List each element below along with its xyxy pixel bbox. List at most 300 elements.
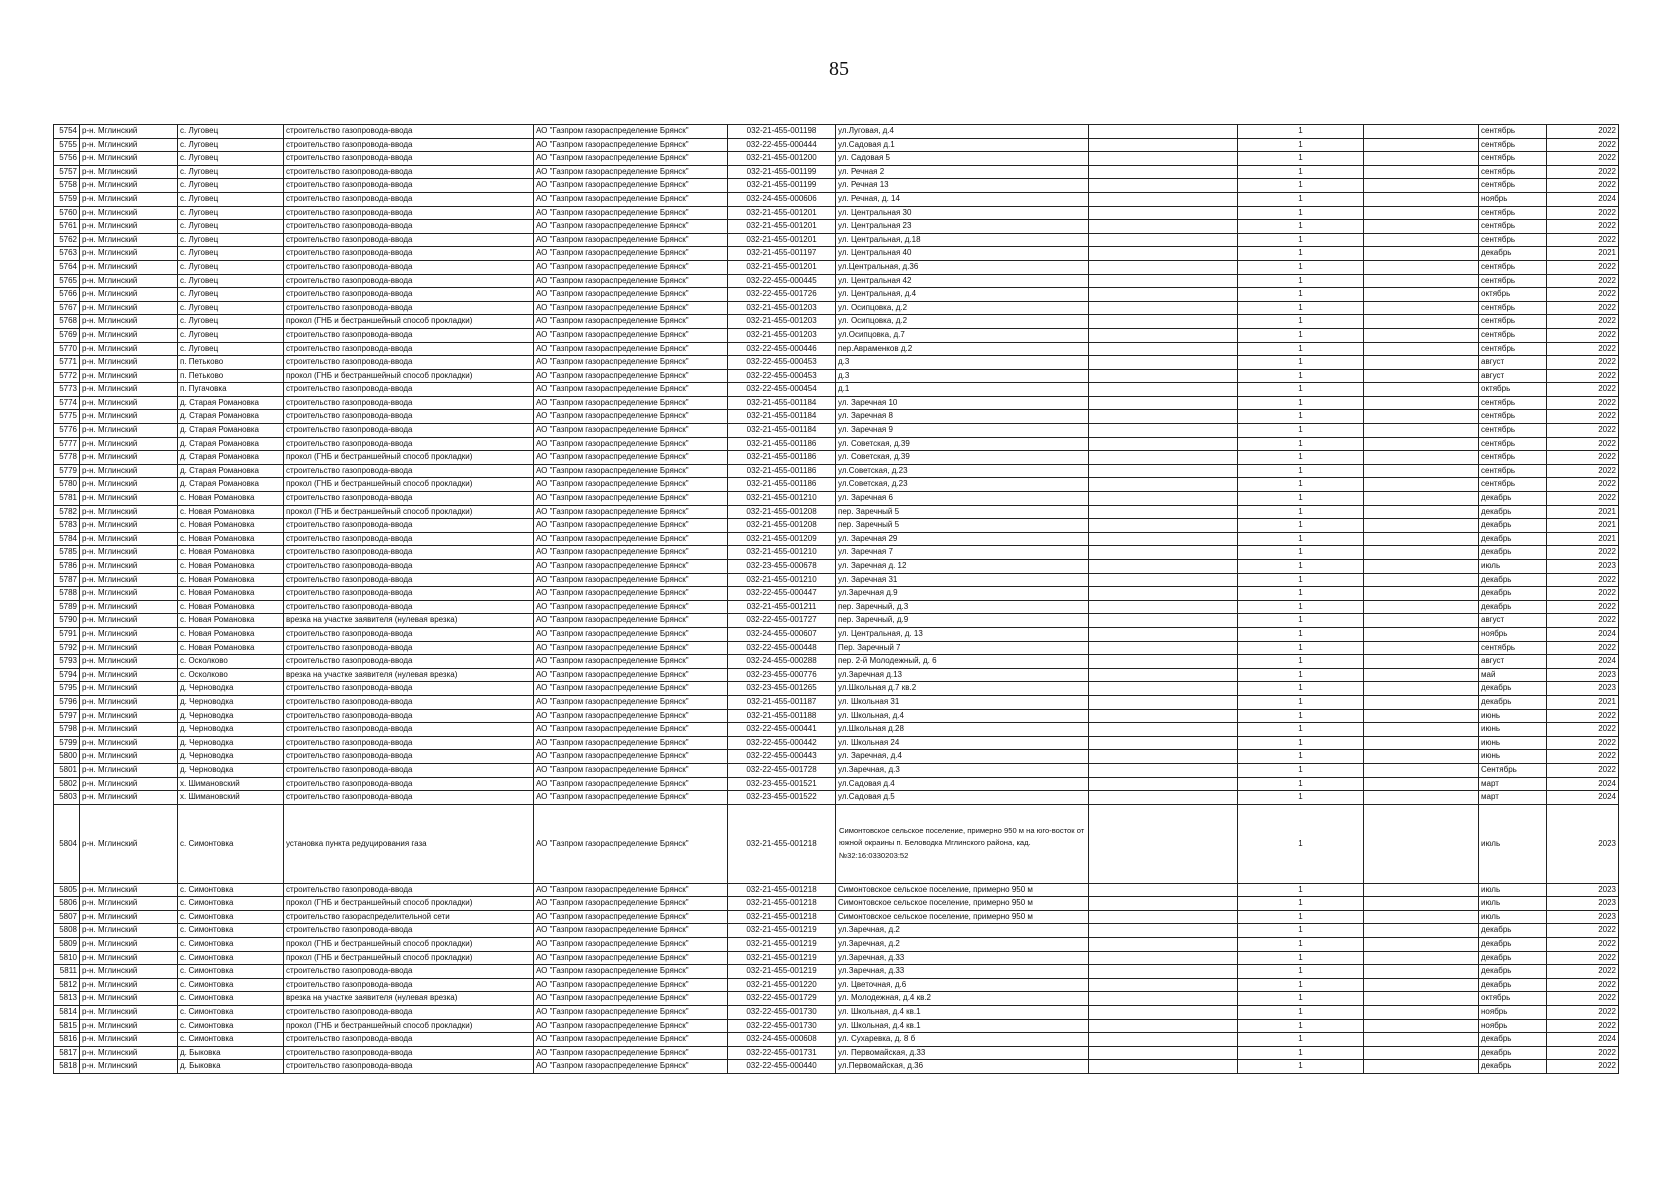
month-cell: декабрь [1479,587,1547,601]
empty-cell [1089,546,1238,560]
empty-cell [1364,301,1479,315]
district-cell: р-н. Мглинский [80,220,178,234]
code-cell: 032-21-455-001219 [728,965,836,979]
address-cell: ул.Луговая, д.4 [836,125,1089,139]
district-cell: р-н. Мглинский [80,492,178,506]
settlement-cell: с. Осколково [178,655,284,669]
settlement-cell: с. Новая Романовка [178,641,284,655]
month-cell: декабрь [1479,505,1547,519]
empty-cell [1089,342,1238,356]
address-cell: пер.Авраменков д.2 [836,342,1089,356]
settlement-cell: с. Луговец [178,301,284,315]
empty-cell [1089,573,1238,587]
district-cell: р-н. Мглинский [80,247,178,261]
empty-cell [1089,492,1238,506]
month-cell: июль [1479,804,1547,883]
empty-cell [1089,1060,1238,1074]
row-number-cell: 5791 [54,627,80,641]
row-number-cell: 5759 [54,192,80,206]
district-cell: р-н. Мглинский [80,437,178,451]
organization-cell: АО "Газпром газораспределение Брянск" [534,179,728,193]
code-cell: 032-23-455-001522 [728,791,836,805]
settlement-cell: д. Старая Романовка [178,437,284,451]
row-number-cell: 5764 [54,260,80,274]
row-number-cell: 5776 [54,424,80,438]
quantity-cell: 1 [1238,179,1364,193]
quantity-cell: 1 [1238,560,1364,574]
district-cell: р-н. Мглинский [80,165,178,179]
address-cell: ул. Заречная 10 [836,396,1089,410]
table-row [54,1033,1619,1047]
work-type-cell: строительство газопровода-ввода [284,709,534,723]
row-number-cell: 5806 [54,897,80,911]
table-row [54,342,1619,356]
code-cell: 032-21-455-001210 [728,573,836,587]
settlement-cell: с. Новая Романовка [178,600,284,614]
table-row [54,532,1619,546]
address-cell: ул. Советская, д.39 [836,437,1089,451]
row-number-cell: 5779 [54,464,80,478]
empty-cell [1089,723,1238,737]
code-cell: 032-21-455-001186 [728,451,836,465]
address-cell: ул.Садовая д.4 [836,777,1089,791]
settlement-cell: с. Луговец [178,152,284,166]
quantity-cell: 1 [1238,138,1364,152]
table-row [54,328,1619,342]
code-cell: 032-21-455-001184 [728,396,836,410]
month-cell: август [1479,356,1547,370]
month-cell: август [1479,369,1547,383]
address-cell: д.3 [836,369,1089,383]
month-cell: сентябрь [1479,233,1547,247]
organization-cell: АО "Газпром газораспределение Брянск" [534,125,728,139]
month-cell: декабрь [1479,519,1547,533]
month-cell: декабрь [1479,1046,1547,1060]
quantity-cell: 1 [1238,600,1364,614]
code-cell: 032-24-455-000608 [728,1033,836,1047]
empty-cell [1364,437,1479,451]
district-cell: р-н. Мглинский [80,1046,178,1060]
work-type-cell: строительство газопровода-ввода [284,274,534,288]
empty-cell [1364,125,1479,139]
table-row [54,910,1619,924]
code-cell: 032-22-455-000447 [728,587,836,601]
address-cell: ул. Речная 2 [836,165,1089,179]
settlement-cell: д. Черноводка [178,736,284,750]
table-row [54,600,1619,614]
empty-cell [1089,424,1238,438]
month-cell: декабрь [1479,546,1547,560]
quantity-cell: 1 [1238,763,1364,777]
empty-cell [1364,451,1479,465]
month-cell: декабрь [1479,682,1547,696]
month-cell: сентябрь [1479,424,1547,438]
work-type-cell: строительство газопровода-ввода [284,288,534,302]
work-type-cell: строительство газопровода-ввода [284,492,534,506]
empty-cell [1364,179,1479,193]
quantity-cell: 1 [1238,274,1364,288]
settlement-cell: д. Старая Романовка [178,464,284,478]
address-cell: ул.Центральная, д.36 [836,260,1089,274]
quantity-cell: 1 [1238,206,1364,220]
address-cell: пер. 2-й Молодежный, д. 6 [836,655,1089,669]
year-cell: 2022 [1547,978,1619,992]
row-number-cell: 5809 [54,938,80,952]
organization-cell: АО "Газпром газораспределение Брянск" [534,396,728,410]
settlement-cell: д. Черноводка [178,709,284,723]
code-cell: 032-22-455-000443 [728,750,836,764]
table-row [54,220,1619,234]
work-type-cell: строительство газопровода-ввода [284,1060,534,1074]
table-row [54,1006,1619,1020]
code-cell: 032-22-455-000448 [728,641,836,655]
year-cell: 2024 [1547,1033,1619,1047]
quantity-cell: 1 [1238,233,1364,247]
settlement-cell: с. Луговец [178,206,284,220]
empty-cell [1089,750,1238,764]
month-cell: сентябрь [1479,138,1547,152]
work-type-cell: прокол (ГНБ и бестраншейный способ прокладки) [284,369,534,383]
row-number-cell: 5784 [54,532,80,546]
table-row [54,424,1619,438]
empty-cell [1089,356,1238,370]
settlement-cell: с. Симонтовка [178,1019,284,1033]
work-type-cell: строительство газораспределительной сети [284,910,534,924]
district-cell: р-н. Мглинский [80,668,178,682]
quantity-cell: 1 [1238,260,1364,274]
address-cell: ул. Школьная, д.4 кв.1 [836,1006,1089,1020]
district-cell: р-н. Мглинский [80,723,178,737]
year-cell: 2023 [1547,804,1619,883]
settlement-cell: п. Петьково [178,356,284,370]
empty-cell [1089,1033,1238,1047]
settlement-cell: с. Новая Романовка [178,560,284,574]
table-row [54,587,1619,601]
table-row [54,383,1619,397]
month-cell: ноябрь [1479,1006,1547,1020]
empty-cell [1364,750,1479,764]
empty-cell [1089,668,1238,682]
empty-cell [1089,410,1238,424]
month-cell: сентябрь [1479,396,1547,410]
settlement-cell: п. Петьково [178,369,284,383]
organization-cell: АО "Газпром газораспределение Брянск" [534,695,728,709]
month-cell: декабрь [1479,1033,1547,1047]
settlement-cell: с. Луговец [178,220,284,234]
year-cell: 2022 [1547,260,1619,274]
district-cell: р-н. Мглинский [80,152,178,166]
table-row [54,897,1619,911]
work-type-cell: строительство газопровода-ввода [284,1006,534,1020]
code-cell: 032-21-455-001220 [728,978,836,992]
table-row [54,736,1619,750]
code-cell: 032-21-455-001198 [728,125,836,139]
empty-cell [1364,464,1479,478]
year-cell: 2021 [1547,532,1619,546]
row-number-cell: 5803 [54,791,80,805]
organization-cell: АО "Газпром газораспределение Брянск" [534,777,728,791]
year-cell: 2022 [1547,587,1619,601]
empty-cell [1089,519,1238,533]
organization-cell: АО "Газпром газораспределение Брянск" [534,288,728,302]
month-cell: сентябрь [1479,478,1547,492]
empty-cell [1089,777,1238,791]
organization-cell: АО "Газпром газораспределение Брянск" [534,723,728,737]
table-row [54,709,1619,723]
row-number-cell: 5795 [54,682,80,696]
address-cell: ул. Садовая 5 [836,152,1089,166]
organization-cell: АО "Газпром газораспределение Брянск" [534,978,728,992]
month-cell: июль [1479,883,1547,897]
work-type-cell: врезка на участке заявителя (нулевая врезка) [284,614,534,628]
empty-cell [1089,464,1238,478]
table-row [54,451,1619,465]
organization-cell: АО "Газпром газораспределение Брянск" [534,260,728,274]
address-cell: ул.Советская, д.23 [836,478,1089,492]
address-cell: ул.Заречная, д.33 [836,965,1089,979]
year-cell: 2022 [1547,206,1619,220]
table-row [54,546,1619,560]
organization-cell: АО "Газпром газораспределение Брянск" [534,437,728,451]
empty-cell [1089,1019,1238,1033]
work-type-cell: строительство газопровода-ввода [284,695,534,709]
month-cell: июль [1479,897,1547,911]
empty-cell [1364,560,1479,574]
work-type-cell: строительство газопровода-ввода [284,560,534,574]
settlement-cell: с. Симонтовка [178,978,284,992]
table-row [54,883,1619,897]
code-cell: 032-21-455-001218 [728,910,836,924]
district-cell: р-н. Мглинский [80,804,178,883]
table-body [54,125,1619,1074]
table-row [54,192,1619,206]
address-cell: ул. Школьная 31 [836,695,1089,709]
code-cell: 032-21-455-001218 [728,804,836,883]
address-cell: ул. Школьная, д.4 [836,709,1089,723]
organization-cell: АО "Газпром газораспределение Брянск" [534,804,728,883]
code-cell: 032-21-455-001197 [728,247,836,261]
settlement-cell: с. Симонтовка [178,1033,284,1047]
settlement-cell: с. Луговец [178,179,284,193]
work-type-cell: прокол (ГНБ и бестраншейный способ прокладки) [284,451,534,465]
district-cell: р-н. Мглинский [80,641,178,655]
work-type-cell: строительство газопровода-ввода [284,1033,534,1047]
table-row [54,315,1619,329]
month-cell: сентябрь [1479,437,1547,451]
quantity-cell: 1 [1238,342,1364,356]
empty-cell [1364,965,1479,979]
settlement-cell: х. Шимановский [178,791,284,805]
month-cell: август [1479,614,1547,628]
code-cell: 032-21-455-001201 [728,206,836,220]
row-number-cell: 5761 [54,220,80,234]
settlement-cell: д. Черноводка [178,763,284,777]
month-cell: март [1479,777,1547,791]
page-number: 85 [829,58,849,80]
work-type-cell: строительство газопровода-ввода [284,356,534,370]
code-cell: 032-22-455-001729 [728,992,836,1006]
address-cell: ул. Молодежная, д.4 кв.2 [836,992,1089,1006]
empty-cell [1364,505,1479,519]
month-cell: сентябрь [1479,301,1547,315]
work-type-cell: прокол (ГНБ и бестраншейный способ прокладки) [284,505,534,519]
address-cell: ул. Заречная 7 [836,546,1089,560]
settlement-cell: с. Новая Романовка [178,573,284,587]
settlement-cell: с. Симонтовка [178,938,284,952]
empty-cell [1089,587,1238,601]
row-number-cell: 5760 [54,206,80,220]
district-cell: р-н. Мглинский [80,192,178,206]
empty-cell [1089,600,1238,614]
quantity-cell: 1 [1238,924,1364,938]
empty-cell [1364,709,1479,723]
year-cell: 2021 [1547,519,1619,533]
district-cell: р-н. Мглинский [80,709,178,723]
code-cell: 032-21-455-001201 [728,260,836,274]
address-cell: пер. Заречный 5 [836,519,1089,533]
month-cell: декабрь [1479,951,1547,965]
row-number-cell: 5774 [54,396,80,410]
code-cell: 032-23-455-001265 [728,682,836,696]
work-type-cell: строительство газопровода-ввода [284,1046,534,1060]
settlement-cell: с. Новая Романовка [178,587,284,601]
row-number-cell: 5815 [54,1019,80,1033]
settlement-cell: д. Старая Романовка [178,396,284,410]
settlement-cell: с. Симонтовка [178,1006,284,1020]
code-cell: 032-21-455-001188 [728,709,836,723]
code-cell: 032-22-455-000442 [728,736,836,750]
quantity-cell: 1 [1238,1033,1364,1047]
settlement-cell: д. Черноводка [178,750,284,764]
work-type-cell: строительство газопровода-ввода [284,924,534,938]
district-cell: р-н. Мглинский [80,546,178,560]
organization-cell: АО "Газпром газораспределение Брянск" [534,763,728,777]
organization-cell: АО "Газпром газораспределение Брянск" [534,1019,728,1033]
settlement-cell: с. Новая Романовка [178,519,284,533]
month-cell: ноябрь [1479,192,1547,206]
code-cell: 032-21-455-001186 [728,478,836,492]
quantity-cell: 1 [1238,451,1364,465]
organization-cell: АО "Газпром газораспределение Брянск" [534,519,728,533]
quantity-cell: 1 [1238,668,1364,682]
code-cell: 032-24-455-000607 [728,627,836,641]
quantity-cell: 1 [1238,965,1364,979]
month-cell: июнь [1479,709,1547,723]
address-cell: ул. Заречная 8 [836,410,1089,424]
organization-cell: АО "Газпром газораспределение Брянск" [534,883,728,897]
quantity-cell: 1 [1238,464,1364,478]
year-cell: 2021 [1547,695,1619,709]
quantity-cell: 1 [1238,992,1364,1006]
empty-cell [1089,951,1238,965]
year-cell: 2022 [1547,573,1619,587]
settlement-cell: с. Новая Романовка [178,614,284,628]
empty-cell [1089,897,1238,911]
organization-cell: АО "Газпром газораспределение Брянск" [534,600,728,614]
settlement-cell: с. Симонтовка [178,910,284,924]
work-type-cell: строительство газопровода-ввода [284,138,534,152]
district-cell: р-н. Мглинский [80,951,178,965]
empty-cell [1364,532,1479,546]
district-cell: р-н. Мглинский [80,791,178,805]
month-cell: сентябрь [1479,260,1547,274]
code-cell: 032-21-455-001203 [728,301,836,315]
code-cell: 032-23-455-001521 [728,777,836,791]
district-cell: р-н. Мглинский [80,682,178,696]
settlement-cell: с. Осколково [178,668,284,682]
month-cell: сентябрь [1479,342,1547,356]
empty-cell [1089,532,1238,546]
empty-cell [1364,791,1479,805]
work-type-cell: строительство газопровода-ввода [284,736,534,750]
organization-cell: АО "Газпром газораспределение Брянск" [534,709,728,723]
district-cell: р-н. Мглинский [80,233,178,247]
district-cell: р-н. Мглинский [80,138,178,152]
table-row [54,464,1619,478]
work-type-cell: строительство газопровода-ввода [284,165,534,179]
work-type-cell: врезка на участке заявителя (нулевая врезка) [284,668,534,682]
month-cell: Сентябрь [1479,763,1547,777]
empty-cell [1364,978,1479,992]
table-row [54,924,1619,938]
table-row [54,233,1619,247]
work-type-cell: прокол (ГНБ и бестраншейный способ прокладки) [284,1019,534,1033]
month-cell: сентябрь [1479,165,1547,179]
settlement-cell: с. Луговец [178,125,284,139]
empty-cell [1089,992,1238,1006]
quantity-cell: 1 [1238,897,1364,911]
table-row [54,505,1619,519]
address-cell: ул. Советская, д.39 [836,451,1089,465]
empty-cell [1364,614,1479,628]
quantity-cell: 1 [1238,315,1364,329]
month-cell: сентябрь [1479,206,1547,220]
code-cell: 032-22-455-001726 [728,288,836,302]
empty-cell [1364,587,1479,601]
row-number-cell: 5801 [54,763,80,777]
organization-cell: АО "Газпром газораспределение Брянск" [534,206,728,220]
work-type-cell: строительство газопровода-ввода [284,546,534,560]
quantity-cell: 1 [1238,369,1364,383]
district-cell: р-н. Мглинский [80,356,178,370]
row-number-cell: 5796 [54,695,80,709]
organization-cell: АО "Газпром газораспределение Брянск" [534,233,728,247]
district-cell: р-н. Мглинский [80,587,178,601]
row-number-cell: 5766 [54,288,80,302]
row-number-cell: 5771 [54,356,80,370]
row-number-cell: 5758 [54,179,80,193]
district-cell: р-н. Мглинский [80,410,178,424]
settlement-cell: с. Луговец [178,233,284,247]
district-cell: р-н. Мглинский [80,560,178,574]
address-cell: ул. Заречная, д.4 [836,750,1089,764]
row-number-cell: 5777 [54,437,80,451]
quantity-cell: 1 [1238,736,1364,750]
year-cell: 2022 [1547,723,1619,737]
row-number-cell: 5794 [54,668,80,682]
year-cell: 2022 [1547,1060,1619,1074]
address-cell: пер. Заречный, д.9 [836,614,1089,628]
quantity-cell: 1 [1238,587,1364,601]
organization-cell: АО "Газпром газораспределение Брянск" [534,750,728,764]
table-row [54,369,1619,383]
empty-cell [1364,342,1479,356]
organization-cell: АО "Газпром газораспределение Брянск" [534,138,728,152]
address-cell: ул. Заречная 9 [836,424,1089,438]
row-number-cell: 5818 [54,1060,80,1074]
organization-cell: АО "Газпром газораспределение Брянск" [534,247,728,261]
row-number-cell: 5769 [54,328,80,342]
